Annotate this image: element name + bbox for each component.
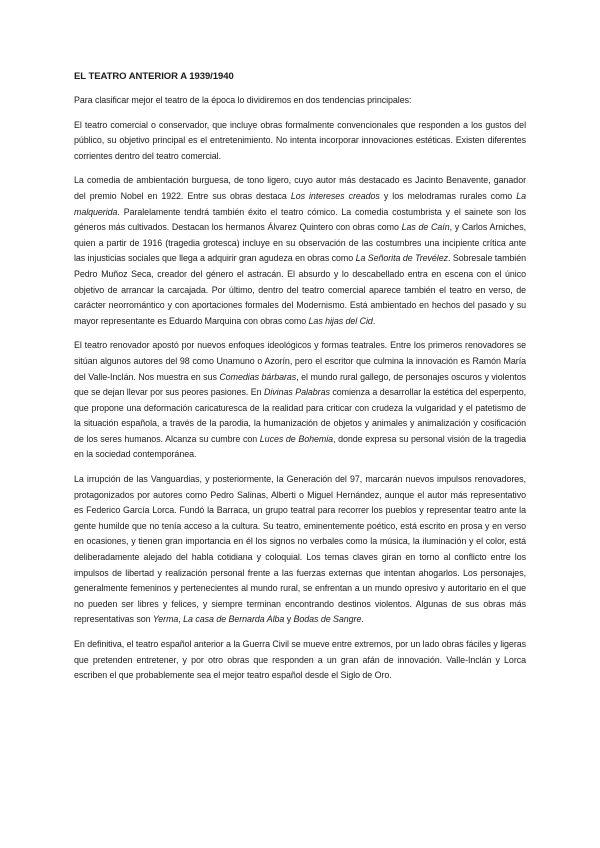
work-title: La casa de Bernarda Alba <box>183 614 285 625</box>
text-run: La irrupción de las Vanguardias, y posteriormente, la Generación del 97, marcarán nuevos impulsos renovadores, protagonizados por autores como Pedro Salinas, Alberti o Miguel Hernández, aunque el autor más representativo es Federico García Lorca. Fundó la Barraca, un grupo teatral para recorrer los pueblos y representar teatro ante la gente humilde que no tenía acceso a la cultura. Su teatro, eminentemente poético, está escrito en prosa y en verso en ocasiones, y tienen gran importancia en él los signos no verbales como la música, la iluminación y el color, está deliberadamente alejado del habla cotidiana y coloquial. Los temas claves giran en torno al conflicto entre los impulsos de libertad y realización personal frente a las fuerzas externas que intentan ahogarlos. Los personajes, generalmente femeninos y pertenecientes al mundo rural, se enfrentan a un mundo opresivo y autoritario en el que no pueden ser libres y felices, y siempre terminan encontrando destinos violentos. Algunas de sus obras más representativas son <box>74 474 526 625</box>
text-run: , el mundo rural gallego, de personajes oscuros y violentos que se dejan llevar por sus peores pasiones. En <box>74 371 526 398</box>
text-run: , <box>178 614 184 625</box>
text-run: y los melodramas rurales como <box>379 190 517 201</box>
paragraph-conclusion: En definitiva, el teatro español anterior a la Guerra Civil se mueve entre extremos, por un lado obras fáciles y ligeras que pretenden entretener, y por otro obras que responden a un gran afán de innovación. Valle-Inclán y Lorca escriben el que probablemente sea el mejor teatro español desde el Siglo de Oro. <box>74 639 526 681</box>
paragraph-teatro-comercial: El teatro comercial o conservador, que incluye obras formalmente convencionales que responden a los gustos del público, su objetivo principal es el entretenimiento. No intenta incorporar innovaciones estéticas. Existen diferentes corrientes dentro del teatro comercial. <box>74 119 526 161</box>
text-run: y <box>284 614 294 625</box>
text-run: , donde expresa su personal visión de la tragedia en la sociedad contemporánea. <box>74 433 526 460</box>
text-run: , y Carlos Arniches, quien a partir de 1916 (tragedia grotesca) incluye en su observación de las costumbres una incipiente crítica ante las injusticias sociales que llega a adquirir gran agudeza en obras como <box>74 222 526 264</box>
work-title: Las de Caín <box>401 222 450 233</box>
work-title: Divinas Palabras <box>264 387 330 398</box>
text-run: comienza a desarrollar la estética del esperpento, que propone una deformación caricaturesca de la realidad para criticar con crudeza la vulgaridad y el patetismo de la situación española, a través de la parodia, la humanización de objetos y animales y animalización y cosificación de los seres humanos. Alcanza su cumbre con <box>74 387 526 444</box>
paragraph-vanguardias <box>74 472 526 628</box>
paragraph-teatro-renovador <box>74 338 526 463</box>
work-title: Las hijas del Cid <box>308 315 373 326</box>
text-run: . Sobresale también Pedro Muñoz Seca, creador del género el astracán. El absurdo y lo descabellado entra en escena con el único objetivo de arrancar la carcajada. Por último, dentro del teatro comercial aparece también el teatro en verso, de carácter neorromántico y con aportaciones formales del Modernismo. Está ambientado en hechos del pasado y su mayor representante es Eduardo Marquina con obras como <box>74 253 526 326</box>
document-title: EL TEATRO ANTERIOR A 1939/1940 <box>74 71 234 82</box>
paragraph-comedia-burguesa <box>74 173 526 329</box>
text-run: . <box>361 614 364 625</box>
work-title: Los intereses creados <box>290 190 380 201</box>
work-title: Yerma <box>152 614 179 625</box>
intro-paragraph: Para clasificar mejor el teatro de la época lo dividiremos en dos tendencias principales: <box>74 95 412 105</box>
text-run: . Paralelamente tendrá también éxito el teatro cómico. La comedia costumbrista y el sainete son los géneros más cultivados. Destacan los hermanos Álvarez Quintero con obras como <box>74 206 526 233</box>
work-title: La Señorita de Trevélez <box>355 253 448 264</box>
text-run: . <box>372 315 376 326</box>
work-title: Comedias bárbaras <box>219 371 297 382</box>
document-page <box>74 70 526 693</box>
work-title: Luces de Bohemia <box>259 433 334 444</box>
work-title: La malquerida <box>74 190 527 217</box>
work-title: Bodas de Sangre <box>293 614 362 625</box>
text-run: El teatro renovador apostó por nuevos enfoques ideológicos y formas teatrales. Entre los primeros renovadores se sitúan algunos autores del 98 como Unamuno o Azorín, pero el escritor que culmina la innovación es Ramón María del Valle-Inclán. Nos muestra en sus <box>74 340 526 382</box>
text-run: La comedia de ambientación burguesa, de tono ligero, cuyo autor más destacado es Jacinto Benavente, ganador del premio Nobel en 1922. Entre sus obras destaca <box>74 175 526 201</box>
